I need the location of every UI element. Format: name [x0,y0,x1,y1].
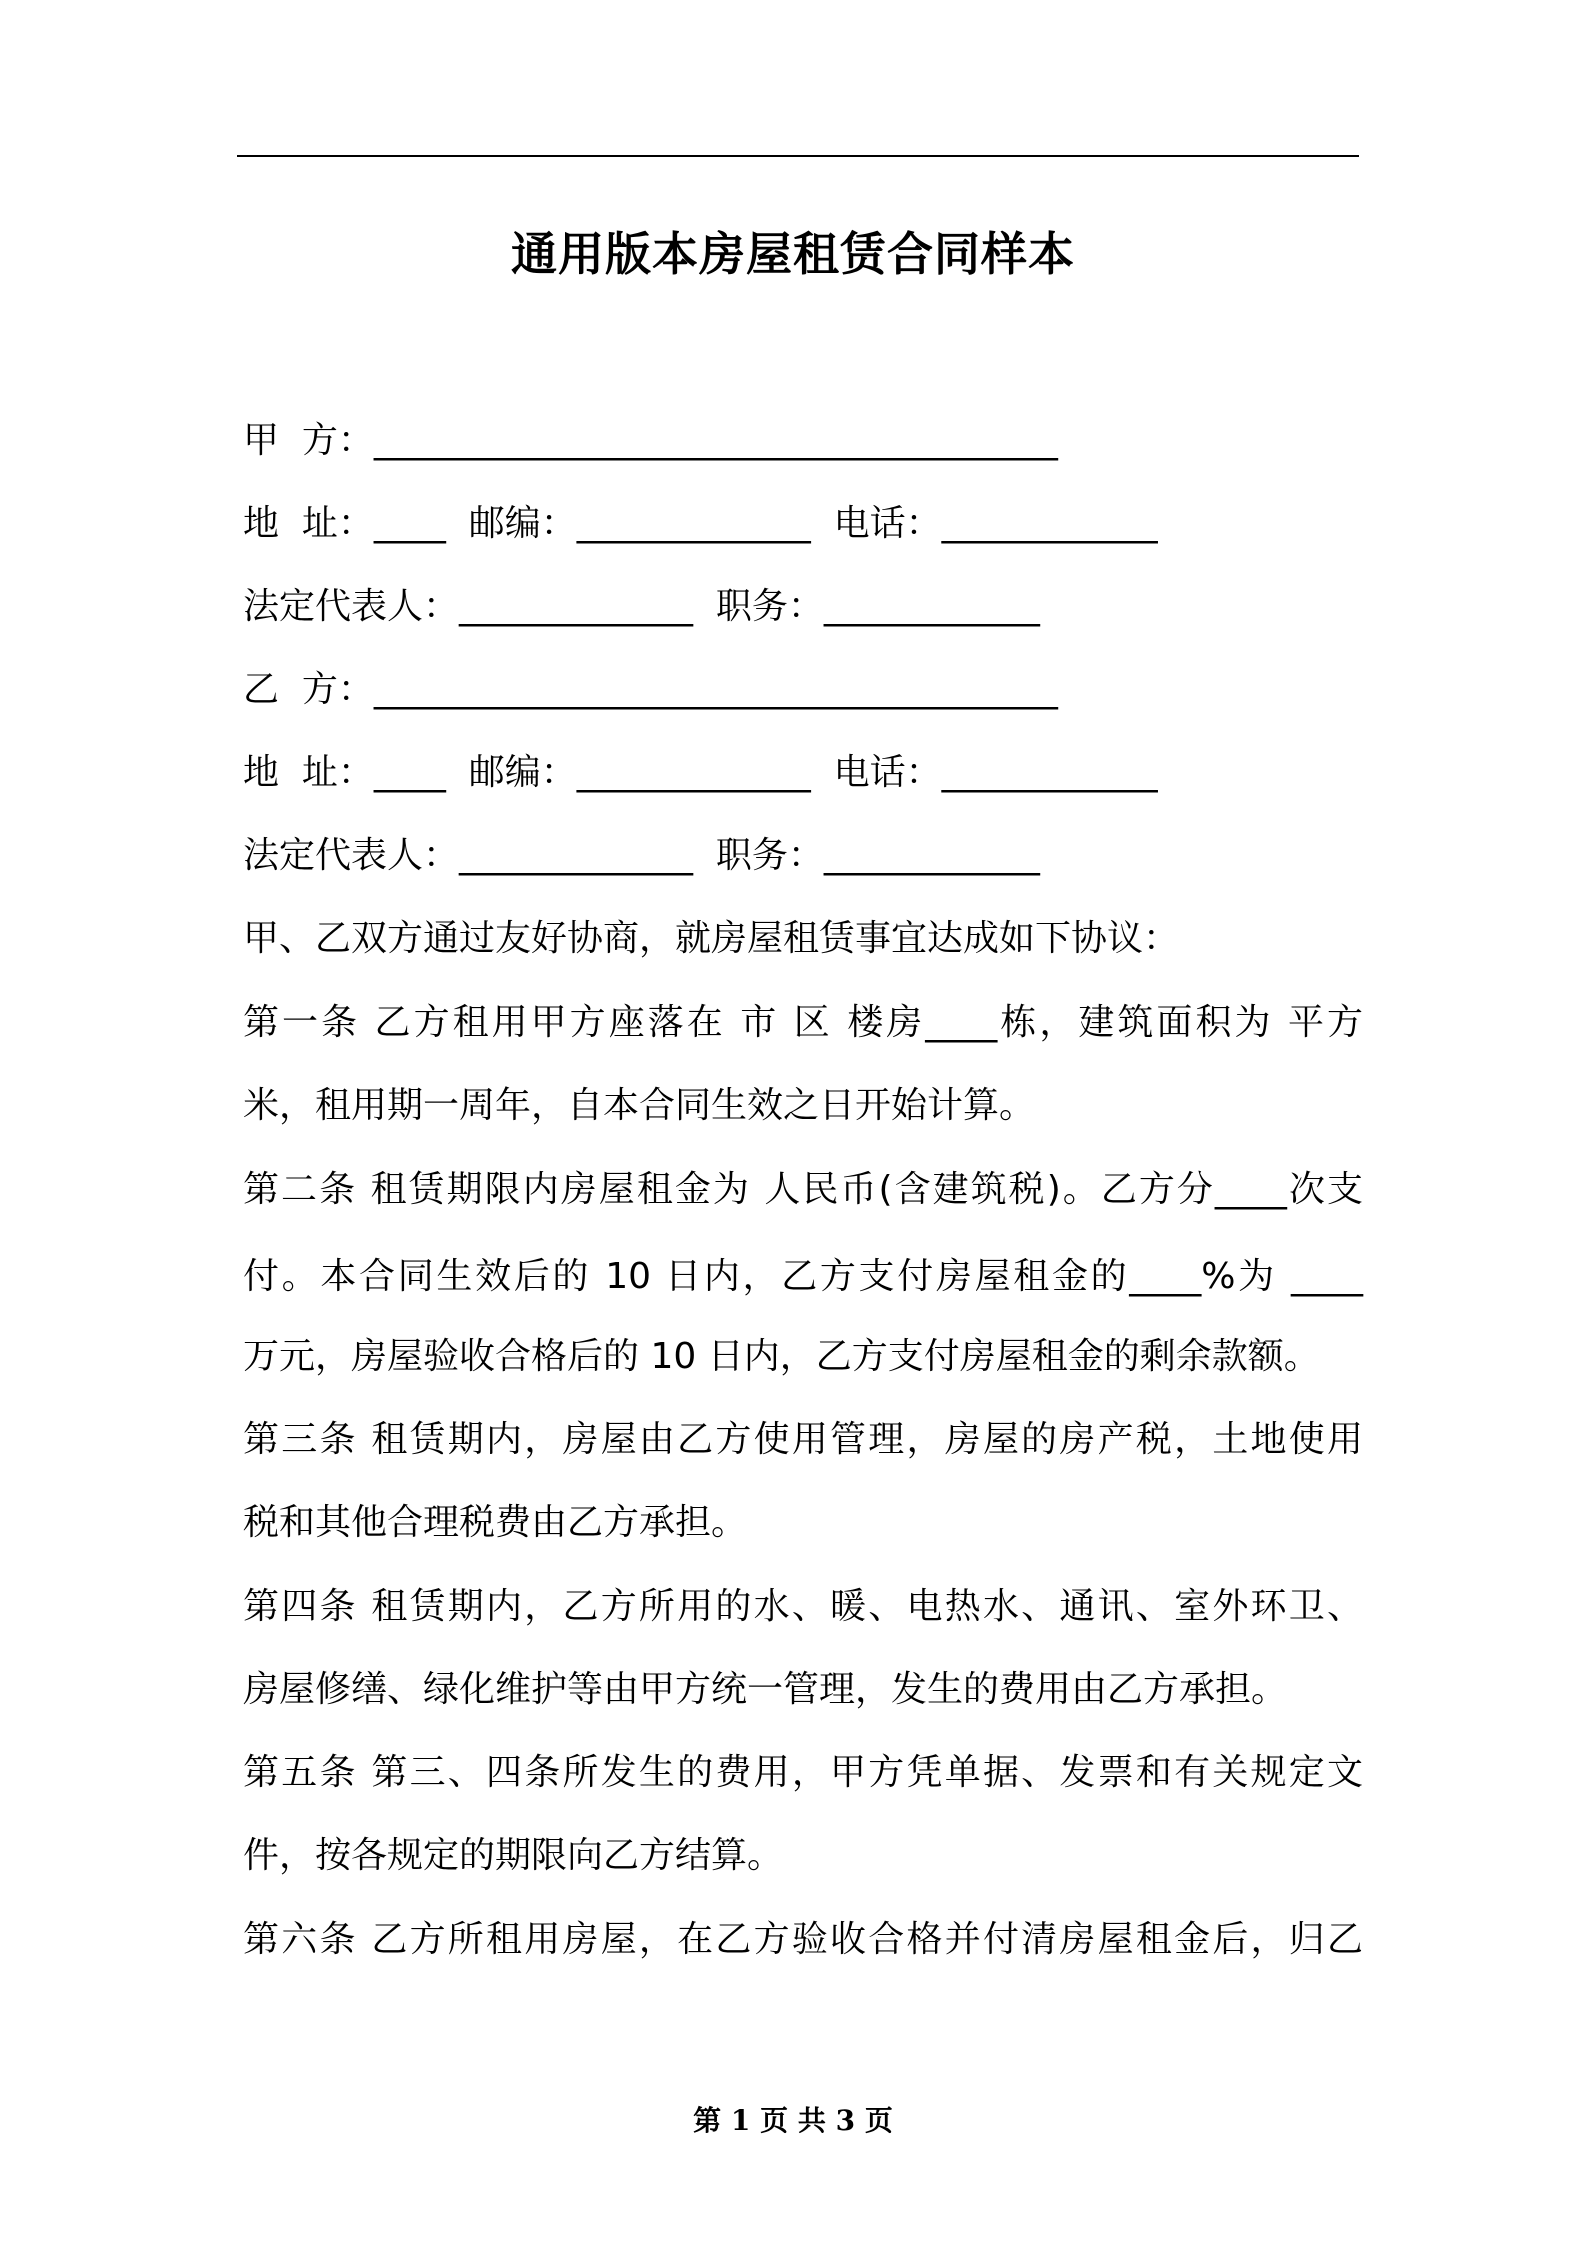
party-b-name-line: 乙 方：______________________________________ [243,669,1058,710]
party-a-address-line: 地 址：____ 邮编：_____________ 电话：____________ [243,503,1158,544]
article-3-line-2: 税和其他合理税费由乙方承担。 [243,1502,748,1543]
article-5-line-1: 第五条 第三、四条所发生的费用，甲方凭单据、发票和有关规定文 [243,1752,1363,1793]
article-1-line-2: 米，租用期一周年，自本合同生效之日开始计算。 [243,1085,1036,1126]
article-2-line-2: 付。本合同生效后的 10 日内，乙方支付房屋租金的____%为 ____ [243,1256,1363,1297]
article-6-line-1: 第六条 乙方所租用房屋，在乙方验收合格并付清房屋租金后，归乙 [243,1919,1363,1960]
header-rule [237,155,1359,157]
page-footer: 第 1 页 共 3 页 [693,2104,893,2137]
party-a-name-line: 甲 方：______________________________________ [243,420,1058,461]
article-5-line-2: 件，按各规定的期限向乙方结算。 [243,1835,784,1876]
party-b-representative-line: 法定代表人：_____________ 职务：____________ [243,835,1040,876]
article-2-line-3: 万元，房屋验收合格后的 10 日内，乙方支付房屋租金的剩余款额。 [243,1336,1320,1377]
party-b-address-line: 地 址：____ 邮编：_____________ 电话：____________ [243,752,1158,793]
agreement-intro-line: 甲、乙双方通过友好协商，就房屋租赁事宜达成如下协议： [243,918,1180,959]
article-4-line-2: 房屋修缮、绿化维护等由甲方统一管理，发生的费用由乙方承担。 [243,1669,1288,1710]
article-1-line-1: 第一条 乙方租用甲方座落在 市 区 楼房____栋，建筑面积为 平方 [243,1002,1363,1043]
document-title: 通用版本房屋租赁合同样本 [511,227,1075,281]
article-2-line-1: 第二条 租赁期限内房屋租金为 人民币(含建筑税)。乙方分____次支 [243,1169,1363,1210]
article-3-line-1: 第三条 租赁期内，房屋由乙方使用管理，房屋的房产税，土地使用 [243,1419,1363,1460]
article-4-line-1: 第四条 租赁期内，乙方所用的水、暖、电热水、通讯、室外环卫、 [243,1586,1363,1627]
party-a-representative-line: 法定代表人：_____________ 职务：____________ [243,586,1040,627]
